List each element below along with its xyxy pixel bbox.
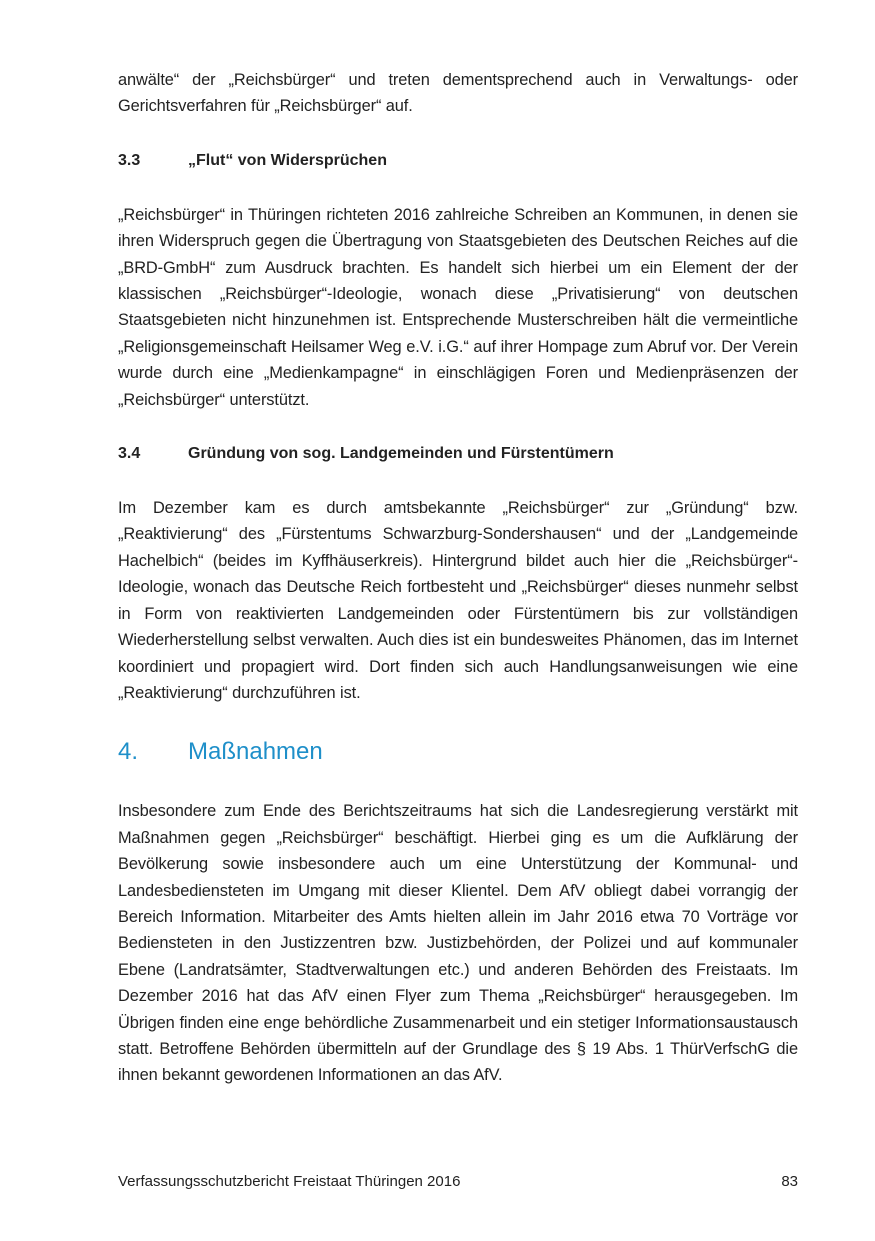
page-content	[118, 67, 798, 1089]
section-3-3-title: „Flut“ von Widersprüchen	[188, 151, 387, 169]
section-3-3-heading	[118, 149, 798, 173]
section-4-title: Maßnahmen	[188, 738, 323, 766]
section-4-heading	[118, 736, 798, 768]
section-3-4-heading	[118, 442, 798, 466]
section-4-number: 4.	[118, 738, 139, 766]
section-3-4-paragraph: Im Dezember kam es durch amtsbekannte „Reichsbürger“ zur „Gründung“ bzw. „Reaktivierung“ des „Fürstentums Schwarzburg-Sondershausen“ und der „Landgemeinde Hachelbich“ (beides im Kyffhäuserkreis). Hintergrund bildet auch hier die „Reichsbürger“-Ideologie, wonach das Deutsche Reich fortbesteht und „Reichsbürger“ dieses nunmehr selbst in Form von reaktivierten Landgemeinden oder Fürstentümern bis zur vollständigen Wiederherstellung selbst verwalten. Auch dies ist ein bundesweites Phänomen, das im Internet koordiniert und propagiert wird. Dort finden sich auch Handlungsanweisungen wie eine „Reaktivierung“ durchzuführen ist.	[118, 499, 798, 702]
section-3-3-paragraph: „Reichsbürger“ in Thüringen richteten 2016 zahlreiche Schreiben an Kommunen, in denen sie ihren Widerspruch gegen die Übertragung von Staatsgebieten des Deutschen Reiches auf die „BRD-GmbH“ zum Ausdruck brachten. Es handelt sich hierbei um ein Element der der klassischen „Reichsbürger“-Ideologie, wonach diese „Privatisierung“ von deutschen Staatsgebieten nicht hinzunehmen ist. Entsprechende Musterschreiben hält die vermeintliche „Religionsgemeinschaft Heilsamer Weg e.V. i.G.“ auf ihrer Hompage zum Abruf vor. Der Verein wurde durch eine „Medienkampagne“ in einschlägigen Foren und Medienpräsenzen der „Reichsbürger“ unterstützt.	[118, 205, 798, 409]
page-footer	[118, 1171, 798, 1193]
section-3-4-number: 3.4	[118, 445, 141, 463]
page-number: 83	[781, 1173, 798, 1190]
section-4-paragraph: Insbesondere zum Ende des Berichtszeitraums hat sich die Landesregierung verstärkt mit Maßnahmen gegen „Reichsbürger“ beschäftigt. Hierbei ging es um die Aufklärung der Bevölkerung sowie insbesondere auch um eine Unterstützung der Kommunal- und Landesbediensteten im Umgang mit dieser Klientel. Dem AfV obliegt dabei vorrangig der Bereich Information. Mitarbeiter des Amts hielten allein im Jahr 2016 etwa 70 Vorträge vor Bediensteten in den Justizzentren bzw. Justizbehörden, der Polizei und auf kommunaler Ebene (Landratsämter, Stadtverwaltungen etc.) und anderen Behörden des Freistaats. Im Dezember 2016 hat das AfV einen Flyer zum Thema „Reichsbürger“ herausgegeben. Im Übrigen finden eine enge behördliche Zusammenarbeit und ein stetiger Informationsaustausch statt. Betroffene Behörden übermitteln auf der Grundlage des § 19 Abs. 1 ThürVerfschG die ihnen bekannt gewordenen Informationen an das AfV.	[118, 802, 798, 1085]
section-3-4-title: Gründung von sog. Landgemeinden und Fürstentümern	[188, 445, 614, 463]
intro-paragraph: anwälte“ der „Reichsbürger“ und treten dementsprechend auch in Verwaltungs- oder Gerichtsverfahren für „Reichsbürger“ auf.	[118, 71, 798, 116]
footer-publication-title: Verfassungsschutzbericht Freistaat Thüringen 2016	[118, 1173, 461, 1190]
section-3-3-number: 3.3	[118, 151, 141, 169]
